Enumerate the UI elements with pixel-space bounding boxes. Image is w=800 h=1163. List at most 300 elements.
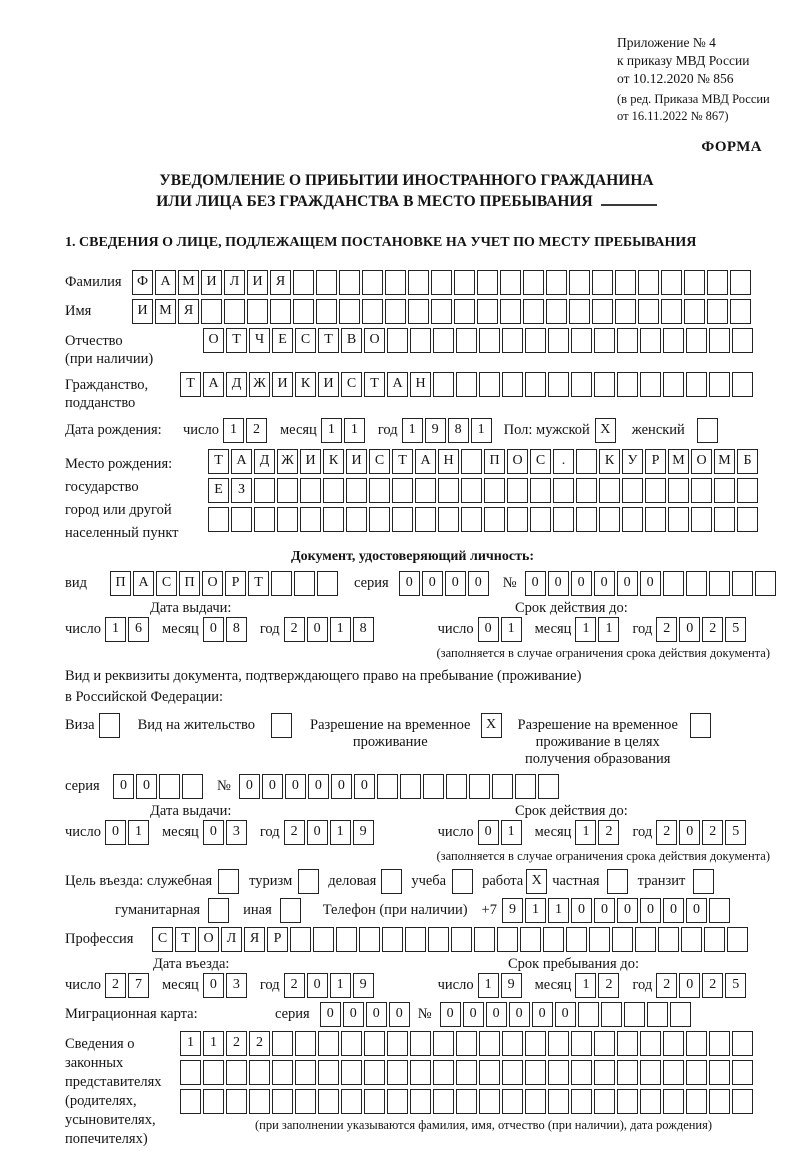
char-box: 0 xyxy=(548,571,569,596)
char-box xyxy=(548,1060,569,1085)
char-box xyxy=(318,1031,339,1056)
form-title xyxy=(43,171,770,211)
char-box xyxy=(601,1002,622,1027)
char-box xyxy=(553,507,574,532)
char-box xyxy=(423,774,444,799)
char-box xyxy=(385,299,406,324)
doc-valid-cells xyxy=(438,617,749,642)
char-box: 8 xyxy=(448,418,469,443)
forma-label: ФОРМА xyxy=(701,139,762,156)
char-box xyxy=(438,507,459,532)
char-box xyxy=(663,1089,684,1114)
char-box xyxy=(433,1089,454,1114)
char-box xyxy=(433,328,454,353)
entry-date-label: Дата въезда: xyxy=(153,955,230,972)
char-box xyxy=(461,449,482,474)
char-box xyxy=(730,299,751,324)
goal-humanitarian-label: гуманитарная xyxy=(115,901,201,918)
char-box: 9 xyxy=(353,973,374,998)
char-box xyxy=(382,927,403,952)
char-box: С xyxy=(341,372,362,397)
char-box: 0 xyxy=(285,774,306,799)
char-box: 1 xyxy=(575,820,596,845)
char-box xyxy=(661,299,682,324)
char-box: 1 xyxy=(548,898,569,923)
birthplace-label: Место рождения: государство город или другой населенный пункт xyxy=(65,455,179,541)
representatives-cells xyxy=(180,1031,755,1133)
char-box xyxy=(479,372,500,397)
stay-until-label: Срок пребывания до: xyxy=(508,955,639,972)
char-box xyxy=(477,270,498,295)
date-part-cells xyxy=(656,820,748,845)
visa-label: Виза xyxy=(65,716,95,733)
date-part-cells xyxy=(105,820,151,845)
char-box xyxy=(691,478,712,503)
ref-line: Приложение № 4 xyxy=(617,35,716,50)
char-box xyxy=(479,1060,500,1085)
order-reference xyxy=(617,34,770,124)
reps-row3-cells xyxy=(180,1089,755,1114)
char-box: К xyxy=(599,449,620,474)
char-box: 1 xyxy=(180,1031,201,1056)
citizenship-row xyxy=(65,372,770,412)
citizenship-cells xyxy=(180,372,755,397)
date-part-label: год xyxy=(259,823,280,840)
date-part-label: число xyxy=(183,421,219,438)
profession-row xyxy=(65,927,770,952)
char-box: 2 xyxy=(598,820,619,845)
char-box: 2 xyxy=(656,617,677,642)
char-box: 7 xyxy=(128,973,149,998)
char-box: Л xyxy=(224,270,245,295)
entry-date-labels xyxy=(65,956,770,973)
char-box: 0 xyxy=(308,774,329,799)
profession-label: Профессия xyxy=(65,930,134,947)
char-box xyxy=(392,478,413,503)
char-box: 1 xyxy=(501,617,522,642)
char-box xyxy=(668,478,689,503)
date-part-label: число xyxy=(437,620,474,637)
char-box: 0 xyxy=(239,774,260,799)
date-part-label: год xyxy=(632,620,653,637)
char-box xyxy=(277,507,298,532)
date-part-cells xyxy=(203,617,249,642)
char-box xyxy=(681,927,702,952)
date-part-label: год xyxy=(259,620,280,637)
patronymic-cells xyxy=(203,328,755,353)
char-box xyxy=(548,1031,569,1056)
char-box xyxy=(300,478,321,503)
char-box xyxy=(732,372,753,397)
char-box xyxy=(313,927,334,952)
char-box xyxy=(714,478,735,503)
char-box: О xyxy=(198,927,219,952)
goal-business-checkbox xyxy=(381,869,402,894)
char-box: 6 xyxy=(128,617,149,642)
char-box: 0 xyxy=(307,820,328,845)
char-box xyxy=(502,1060,523,1085)
char-box: 1 xyxy=(344,418,365,443)
char-box: 1 xyxy=(330,617,351,642)
title-blank-line xyxy=(601,194,657,206)
visa-checkbox xyxy=(99,713,120,738)
char-box: 0 xyxy=(399,571,420,596)
char-box xyxy=(507,507,528,532)
char-box xyxy=(295,1089,316,1114)
char-box xyxy=(663,1060,684,1085)
char-box: 9 xyxy=(353,820,374,845)
doc-valid-label: Срок действия до: xyxy=(515,599,628,616)
char-box xyxy=(318,1089,339,1114)
char-box xyxy=(410,1089,431,1114)
goal-humanitarian-checkbox xyxy=(208,898,229,923)
char-box xyxy=(523,299,544,324)
char-box: А xyxy=(387,372,408,397)
char-box: 1 xyxy=(575,973,596,998)
doc-type-row xyxy=(65,571,770,596)
char-box: 1 xyxy=(471,418,492,443)
name-label: Имя xyxy=(65,302,92,319)
char-box: О xyxy=(691,449,712,474)
char-box: 3 xyxy=(226,973,247,998)
phone-label: Телефон (при наличии) xyxy=(322,901,468,918)
permit-number-row xyxy=(65,774,770,799)
doc-date-labels xyxy=(65,600,770,617)
char-box: 0 xyxy=(594,898,615,923)
char-box: 0 xyxy=(617,571,638,596)
char-box: 9 xyxy=(502,898,523,923)
char-box: И xyxy=(132,299,153,324)
char-box xyxy=(599,507,620,532)
char-box xyxy=(507,478,528,503)
form-title-line2: ИЛИ ЛИЦА БЕЗ ГРАЖДАНСТВА В МЕСТО ПРЕБЫВАНИЯ xyxy=(43,192,770,212)
char-box xyxy=(208,507,229,532)
phone-prefix: +7 xyxy=(481,901,497,918)
char-box xyxy=(571,372,592,397)
char-box: 0 xyxy=(445,571,466,596)
char-box: Т xyxy=(175,927,196,952)
char-box xyxy=(617,328,638,353)
char-box xyxy=(497,927,518,952)
char-box xyxy=(714,507,735,532)
char-box xyxy=(201,299,222,324)
goal-other-checkbox xyxy=(280,898,301,923)
char-box xyxy=(592,270,613,295)
char-box xyxy=(502,328,523,353)
ref-line: от 16.11.2022 № 867) xyxy=(617,108,729,123)
char-box xyxy=(410,1060,431,1085)
char-box xyxy=(732,1060,753,1085)
char-box xyxy=(428,927,449,952)
char-box xyxy=(254,507,275,532)
char-box xyxy=(520,927,541,952)
date-part-label: месяц xyxy=(534,823,572,840)
char-box: 0 xyxy=(663,898,684,923)
char-box: А xyxy=(203,372,224,397)
char-box xyxy=(400,774,421,799)
char-box xyxy=(615,299,636,324)
char-box: Б xyxy=(737,449,758,474)
patronymic-row xyxy=(65,328,770,368)
char-box: Л xyxy=(221,927,242,952)
char-box xyxy=(576,478,597,503)
char-box: 0 xyxy=(307,617,328,642)
char-box: С xyxy=(156,571,177,596)
section1-title: 1. СВЕДЕНИЯ О ЛИЦЕ, ПОДЛЕЖАЩЕМ ПОСТАНОВКЕ НА УЧЕТ ПО МЕСТУ ПРЕБЫВАНИЯ xyxy=(65,234,697,250)
char-box xyxy=(594,1031,615,1056)
phone-cells xyxy=(502,898,732,923)
char-box xyxy=(622,507,643,532)
char-box xyxy=(415,507,436,532)
char-box xyxy=(316,270,337,295)
permit-valid-cells xyxy=(438,820,749,845)
char-box xyxy=(515,774,536,799)
char-box xyxy=(645,507,666,532)
char-box xyxy=(415,478,436,503)
char-box xyxy=(709,372,730,397)
char-box xyxy=(346,507,367,532)
char-box: К xyxy=(295,372,316,397)
permit-issue-cells xyxy=(65,820,376,845)
char-box: 0 xyxy=(113,774,134,799)
char-box xyxy=(732,328,753,353)
form-title-line1: УВЕДОМЛЕНИЕ О ПРИБЫТИИ ИНОСТРАННОГО ГРАЖДАНИНА xyxy=(159,172,654,190)
char-box xyxy=(624,1002,645,1027)
char-box: 1 xyxy=(330,820,351,845)
char-box: Т xyxy=(364,372,385,397)
char-box: А xyxy=(133,571,154,596)
name-cells xyxy=(132,299,753,324)
date-part-cells xyxy=(478,617,524,642)
char-box: Т xyxy=(180,372,201,397)
char-box: 0 xyxy=(331,774,352,799)
char-box: 0 xyxy=(343,1002,364,1027)
char-box: 0 xyxy=(136,774,157,799)
char-box xyxy=(548,372,569,397)
char-box xyxy=(612,927,633,952)
char-box: 1 xyxy=(321,418,342,443)
char-box xyxy=(500,270,521,295)
char-box: Р xyxy=(645,449,666,474)
char-box xyxy=(377,774,398,799)
char-box xyxy=(622,478,643,503)
char-box xyxy=(525,372,546,397)
char-box: 1 xyxy=(575,617,596,642)
char-box xyxy=(645,478,666,503)
goal-work-label: работа xyxy=(482,872,524,889)
char-box xyxy=(323,478,344,503)
char-box xyxy=(254,478,275,503)
goal-tourism-label: туризм xyxy=(249,872,293,889)
char-box: 0 xyxy=(594,571,615,596)
ref-line: от 10.12.2020 № 856 xyxy=(617,70,734,86)
permit-issue-label: Дата выдачи: xyxy=(150,802,232,819)
char-box: 2 xyxy=(656,973,677,998)
char-box: 1 xyxy=(330,973,351,998)
char-box: Я xyxy=(244,927,265,952)
char-box xyxy=(339,270,360,295)
char-box xyxy=(663,1031,684,1056)
char-box: 2 xyxy=(246,418,267,443)
char-box: И xyxy=(201,270,222,295)
char-box xyxy=(684,270,705,295)
char-box xyxy=(408,270,429,295)
char-box xyxy=(469,774,490,799)
migration-card-label: Миграционная карта: xyxy=(65,1005,198,1022)
representatives-block xyxy=(65,1031,770,1149)
char-box: Ф xyxy=(132,270,153,295)
char-box xyxy=(479,328,500,353)
temp-residence-checkbox: X xyxy=(481,713,502,738)
birthplace-row2-cells xyxy=(208,478,760,503)
birthdate-cells xyxy=(183,418,494,443)
char-box xyxy=(691,507,712,532)
char-box xyxy=(431,299,452,324)
temp-residence-label: Разрешение на временное проживание xyxy=(310,716,471,750)
char-box: П xyxy=(179,571,200,596)
char-box: 0 xyxy=(366,1002,387,1027)
date-part-cells xyxy=(575,617,621,642)
date-part-cells xyxy=(105,617,151,642)
char-box: 0 xyxy=(617,898,638,923)
profession-cells xyxy=(152,927,750,952)
char-box: У xyxy=(622,449,643,474)
char-box: М xyxy=(714,449,735,474)
char-box: 0 xyxy=(389,1002,410,1027)
char-box: 0 xyxy=(679,973,700,998)
goal-row2 xyxy=(65,898,770,923)
char-box: 0 xyxy=(307,973,328,998)
char-box xyxy=(502,372,523,397)
permit-type-row xyxy=(65,713,770,768)
char-box: В xyxy=(341,328,362,353)
char-box: С xyxy=(369,449,390,474)
char-box xyxy=(272,1031,293,1056)
char-box xyxy=(670,1002,691,1027)
char-box xyxy=(226,1060,247,1085)
char-box: 0 xyxy=(203,820,224,845)
char-box: М xyxy=(155,299,176,324)
char-box: 0 xyxy=(686,898,707,923)
goal-official-label: Цель въезда: служебная xyxy=(65,872,213,889)
char-box: 0 xyxy=(571,898,592,923)
char-box: И xyxy=(318,372,339,397)
date-part-label: число xyxy=(65,823,101,840)
char-box xyxy=(661,270,682,295)
char-box: 0 xyxy=(440,1002,461,1027)
char-box xyxy=(387,328,408,353)
char-box xyxy=(433,1060,454,1085)
char-box xyxy=(686,1031,707,1056)
char-box: 2 xyxy=(284,617,305,642)
char-box xyxy=(272,1060,293,1085)
char-box xyxy=(341,1031,362,1056)
goal-study-label: учеба xyxy=(411,872,447,889)
permit-series-cells xyxy=(113,774,205,799)
char-box: 0 xyxy=(468,571,489,596)
char-box xyxy=(727,927,748,952)
char-box xyxy=(663,372,684,397)
char-box xyxy=(578,1002,599,1027)
char-box xyxy=(548,328,569,353)
char-box xyxy=(566,927,587,952)
char-box: М xyxy=(668,449,689,474)
char-box xyxy=(249,1060,270,1085)
date-part-label: месяц xyxy=(534,976,572,993)
char-box: 2 xyxy=(656,820,677,845)
char-box: Я xyxy=(270,270,291,295)
date-part-cells xyxy=(575,973,621,998)
sex-male-checkbox: X xyxy=(595,418,616,443)
sex-male-label: Пол: мужской xyxy=(503,421,590,438)
char-box: Т xyxy=(392,449,413,474)
char-box xyxy=(617,1060,638,1085)
char-box: Д xyxy=(226,372,247,397)
date-part-cells xyxy=(321,418,367,443)
migration-series-label: серия xyxy=(275,1005,310,1022)
char-box: 0 xyxy=(640,571,661,596)
char-box: 0 xyxy=(509,1002,530,1027)
char-box xyxy=(359,927,380,952)
char-box xyxy=(640,1031,661,1056)
char-box: 0 xyxy=(571,571,592,596)
entry-dates-row xyxy=(65,973,770,998)
char-box: 2 xyxy=(284,820,305,845)
date-part-cells xyxy=(203,820,249,845)
char-box xyxy=(500,299,521,324)
char-box: 1 xyxy=(105,617,126,642)
char-box xyxy=(635,927,656,952)
representatives-note: (при заполнении указываются фамилия, имя, отчество (при наличии), дата рождения) xyxy=(255,1117,713,1132)
date-part-label: год xyxy=(632,976,653,993)
char-box xyxy=(553,478,574,503)
date-part-cells xyxy=(284,973,376,998)
char-box xyxy=(730,270,751,295)
char-box xyxy=(525,1089,546,1114)
char-box xyxy=(323,507,344,532)
entry-date-cells xyxy=(65,973,376,998)
char-box xyxy=(290,927,311,952)
char-box xyxy=(732,1089,753,1114)
char-box xyxy=(387,1060,408,1085)
char-box: 2 xyxy=(284,973,305,998)
permit-doc-intro: Вид и реквизиты документа, подтверждающего право на пребывание (проживание) в Российской Федерации: xyxy=(65,667,582,705)
permit-number-cells xyxy=(239,774,561,799)
char-box xyxy=(410,1031,431,1056)
char-box: И xyxy=(272,372,293,397)
char-box xyxy=(182,774,203,799)
char-box xyxy=(737,478,758,503)
char-box xyxy=(530,478,551,503)
char-box: 5 xyxy=(725,820,746,845)
char-box xyxy=(569,270,590,295)
char-box: 0 xyxy=(203,617,224,642)
birthplace-block xyxy=(65,449,770,545)
char-box: Е xyxy=(272,328,293,353)
char-box: А xyxy=(155,270,176,295)
char-box xyxy=(203,1060,224,1085)
date-part-label: месяц xyxy=(161,976,199,993)
goal-transit-label: транзит xyxy=(637,872,686,889)
char-box xyxy=(456,1031,477,1056)
char-box: А xyxy=(231,449,252,474)
residence-permit-label: Вид на жительство xyxy=(137,716,256,733)
migration-number-cells xyxy=(440,1002,693,1027)
migration-card-row xyxy=(65,1002,770,1027)
char-box: 0 xyxy=(478,617,499,642)
char-box xyxy=(341,1089,362,1114)
doc-valid-note: (заполняется в случае ограничения срока действия документа) xyxy=(436,645,770,660)
